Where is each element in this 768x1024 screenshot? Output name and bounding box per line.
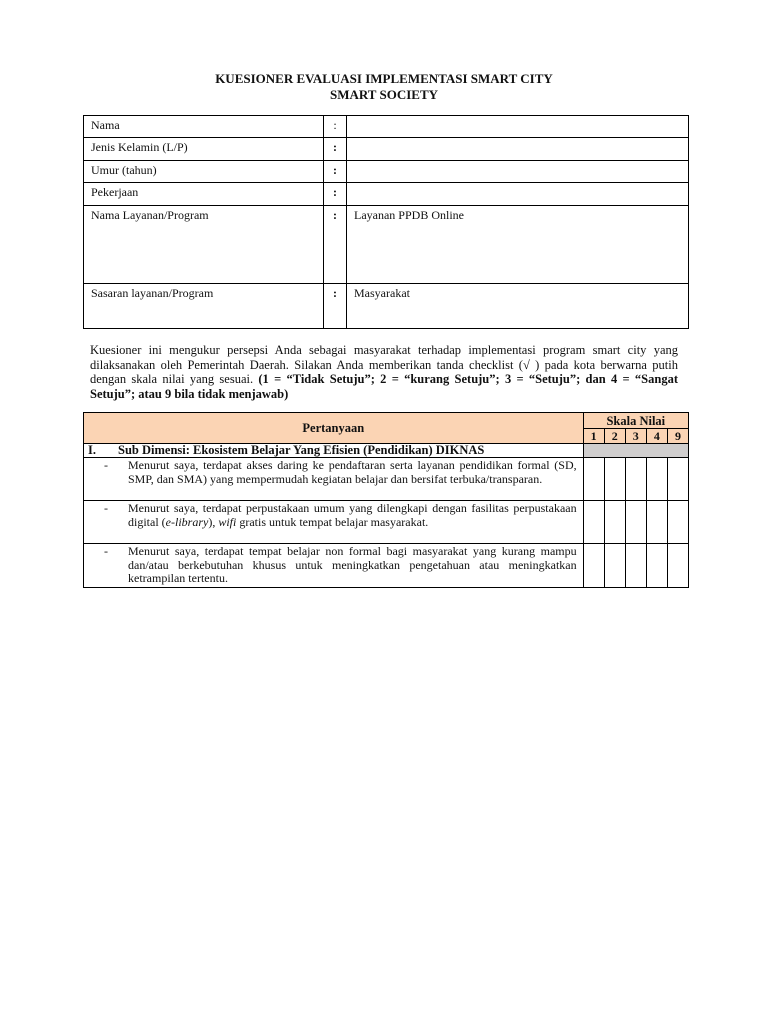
- question-row: [84, 458, 689, 501]
- answer-box-4[interactable]: [646, 544, 667, 588]
- question-text: Menurut saya, terdapat akses daring ke pendaftaran serta layanan pendidikan formal (SD, SMP, dan SMA) yang mempermudah kegiatan belajar dan bersifat terbuka/transparan.: [128, 458, 577, 486]
- document-title: [0, 71, 768, 103]
- header-scale: Skala Nilai: [583, 413, 688, 429]
- section-number: I.: [88, 443, 96, 457]
- info-separator: :: [324, 116, 347, 138]
- info-value-field[interactable]: [347, 138, 689, 161]
- question-text: Menurut saya, terdapat perpustakaan umum yang dilengkapi dengan fasilitas perpustakaan digital (e-library), wifi gratis untuk tempat belajar masyarakat.: [128, 501, 577, 529]
- scale-value: 9: [667, 429, 688, 444]
- section-title: Sub Dimensi: Ekosistem Belajar Yang Efisien (Pendidikan) DIKNAS: [118, 443, 485, 457]
- info-label: Nama: [84, 116, 324, 138]
- question-cell: [84, 458, 584, 501]
- info-label: Sasaran layanan/Program: [84, 284, 324, 329]
- scale-value: 3: [625, 429, 646, 444]
- info-label: Jenis Kelamin (L/P): [84, 138, 324, 161]
- section-row: [84, 444, 689, 458]
- bullet-dash: -: [104, 544, 108, 558]
- info-value-field[interactable]: [347, 116, 689, 138]
- question-row: [84, 544, 689, 588]
- instructions-paragraph: [90, 343, 678, 401]
- answer-box-3[interactable]: [625, 458, 646, 501]
- header-row: [84, 413, 689, 429]
- answer-box-9[interactable]: [667, 544, 688, 588]
- info-separator: :: [324, 161, 347, 183]
- answer-box-2[interactable]: [604, 544, 625, 588]
- info-separator: :: [324, 206, 347, 284]
- answer-box-3[interactable]: [625, 544, 646, 588]
- respondent-info-table: [83, 115, 689, 329]
- info-value-field[interactable]: Layanan PPDB Online: [347, 206, 689, 284]
- info-separator: :: [324, 183, 347, 206]
- answer-box-9[interactable]: [667, 501, 688, 544]
- info-value-field[interactable]: Masyarakat: [347, 284, 689, 329]
- header-question: Pertanyaan: [84, 413, 584, 444]
- bullet-dash: -: [104, 501, 108, 515]
- info-row-program-name: [84, 206, 689, 284]
- info-row-gender: [84, 138, 689, 161]
- scale-legend: (1 = “Tidak Setuju”; 2 = “kurang Setuju”; 3 = “Setuju”; dan 4 = “Sangat Setuju”; atau 9 bila tidak menjawab): [90, 372, 678, 401]
- scale-value: 2: [604, 429, 625, 444]
- answer-box-2[interactable]: [604, 501, 625, 544]
- info-label: Nama Layanan/Program: [84, 206, 324, 284]
- answer-box-2[interactable]: [604, 458, 625, 501]
- answer-box-1[interactable]: [583, 501, 604, 544]
- info-separator: :: [324, 284, 347, 329]
- title-line-2: SMART SOCIETY: [329, 87, 439, 102]
- info-row-program-target: [84, 284, 689, 329]
- bullet-dash: -: [104, 458, 108, 472]
- question-cell: [84, 544, 584, 588]
- answer-box-4[interactable]: [646, 501, 667, 544]
- info-separator: :: [324, 138, 347, 161]
- scale-value: 1: [583, 429, 604, 444]
- question-cell: [84, 501, 584, 544]
- info-row-age: [84, 161, 689, 183]
- answer-box-4[interactable]: [646, 458, 667, 501]
- answer-box-1[interactable]: [583, 544, 604, 588]
- answer-box-1[interactable]: [583, 458, 604, 501]
- info-label: Umur (tahun): [84, 161, 324, 183]
- answer-box-9[interactable]: [667, 458, 688, 501]
- question-text: Menurut saya, terdapat tempat belajar non formal bagi masyarakat yang kurang mampu dan/atau berkebutuhan khusus untuk meningkatkan pengetahuan atau meningkatkan ketrampilan tertentu.: [128, 544, 577, 585]
- instructions-text: Kuesioner ini mengukur persepsi Anda sebagai masyarakat terhadap implementasi program smart city yang dilaksanakan oleh Pemerintah Daerah. Silakan Anda memberikan tanda checklist (√ ) pada kota berwarna putih dengan skala nilai yang sesuai.: [90, 343, 678, 386]
- title-line-1: KUESIONER EVALUASI IMPLEMENTASI SMART CITY: [215, 71, 553, 86]
- question-row: [84, 501, 689, 544]
- info-value-field[interactable]: [347, 161, 689, 183]
- scale-value: 4: [646, 429, 667, 444]
- section-shaded-cell: [583, 444, 688, 458]
- section-heading: [84, 444, 584, 458]
- info-value-field[interactable]: [347, 183, 689, 206]
- info-row-name: [84, 116, 689, 138]
- questions-table: [83, 412, 689, 588]
- info-row-occupation: [84, 183, 689, 206]
- answer-box-3[interactable]: [625, 501, 646, 544]
- info-label: Pekerjaan: [84, 183, 324, 206]
